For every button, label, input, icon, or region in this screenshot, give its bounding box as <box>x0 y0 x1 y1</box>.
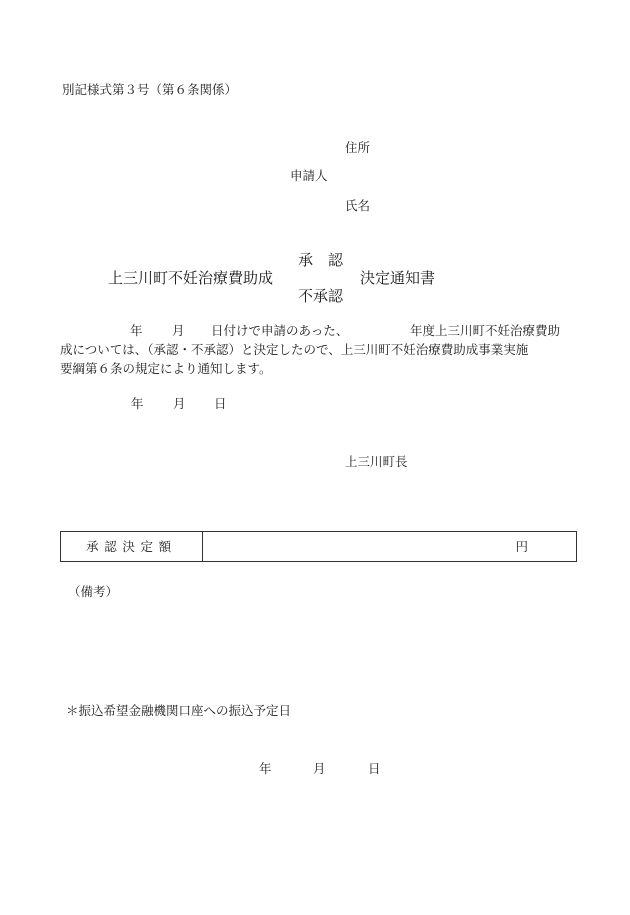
body-year: 年 <box>130 323 143 338</box>
approved-amount-value-cell <box>203 532 576 561</box>
body-line-3: 要綱第６条の規定により通知します。 <box>60 361 272 376</box>
transfer-month: 月 <box>313 761 326 776</box>
issue-date-day: 日 <box>214 396 227 411</box>
issue-date-year: 年 <box>131 396 144 411</box>
body-line-2: 成については、（承認・不承認）と決定したので、上三川町不妊治療費助成事業実施 <box>60 342 529 357</box>
transfer-year: 年 <box>259 761 272 776</box>
body-text-b: 年度上三川町不妊治療費助 <box>410 323 561 338</box>
address-label: 住所 <box>345 140 371 155</box>
approved-amount-table <box>60 531 577 562</box>
issuer: 上三川町長 <box>345 454 408 469</box>
yen-unit: 円 <box>515 539 528 554</box>
transfer-day: 日 <box>368 761 381 776</box>
approved-amount-label: 承認決定額 <box>61 532 203 561</box>
form-number: 別記様式第３号（第６条関係） <box>62 82 238 97</box>
title-suffix: 決定通知書 <box>360 269 436 287</box>
applicant-label: 申請人 <box>290 168 328 183</box>
transfer-note: ＊振込希望金融機関口座への振込予定日 <box>66 703 292 718</box>
body-month: 月 <box>172 323 185 338</box>
title-option-disapprove: 不承認 <box>298 287 344 305</box>
remarks-label: （備考） <box>68 584 119 599</box>
issue-date-month: 月 <box>173 396 186 411</box>
body-text-a: 日付けで申請のあった、 <box>211 323 349 338</box>
name-label: 氏名 <box>345 198 371 213</box>
title-option-approve: 承 認 <box>298 251 344 269</box>
title-prefix: 上三川町不妊治療費助成 <box>108 269 274 287</box>
